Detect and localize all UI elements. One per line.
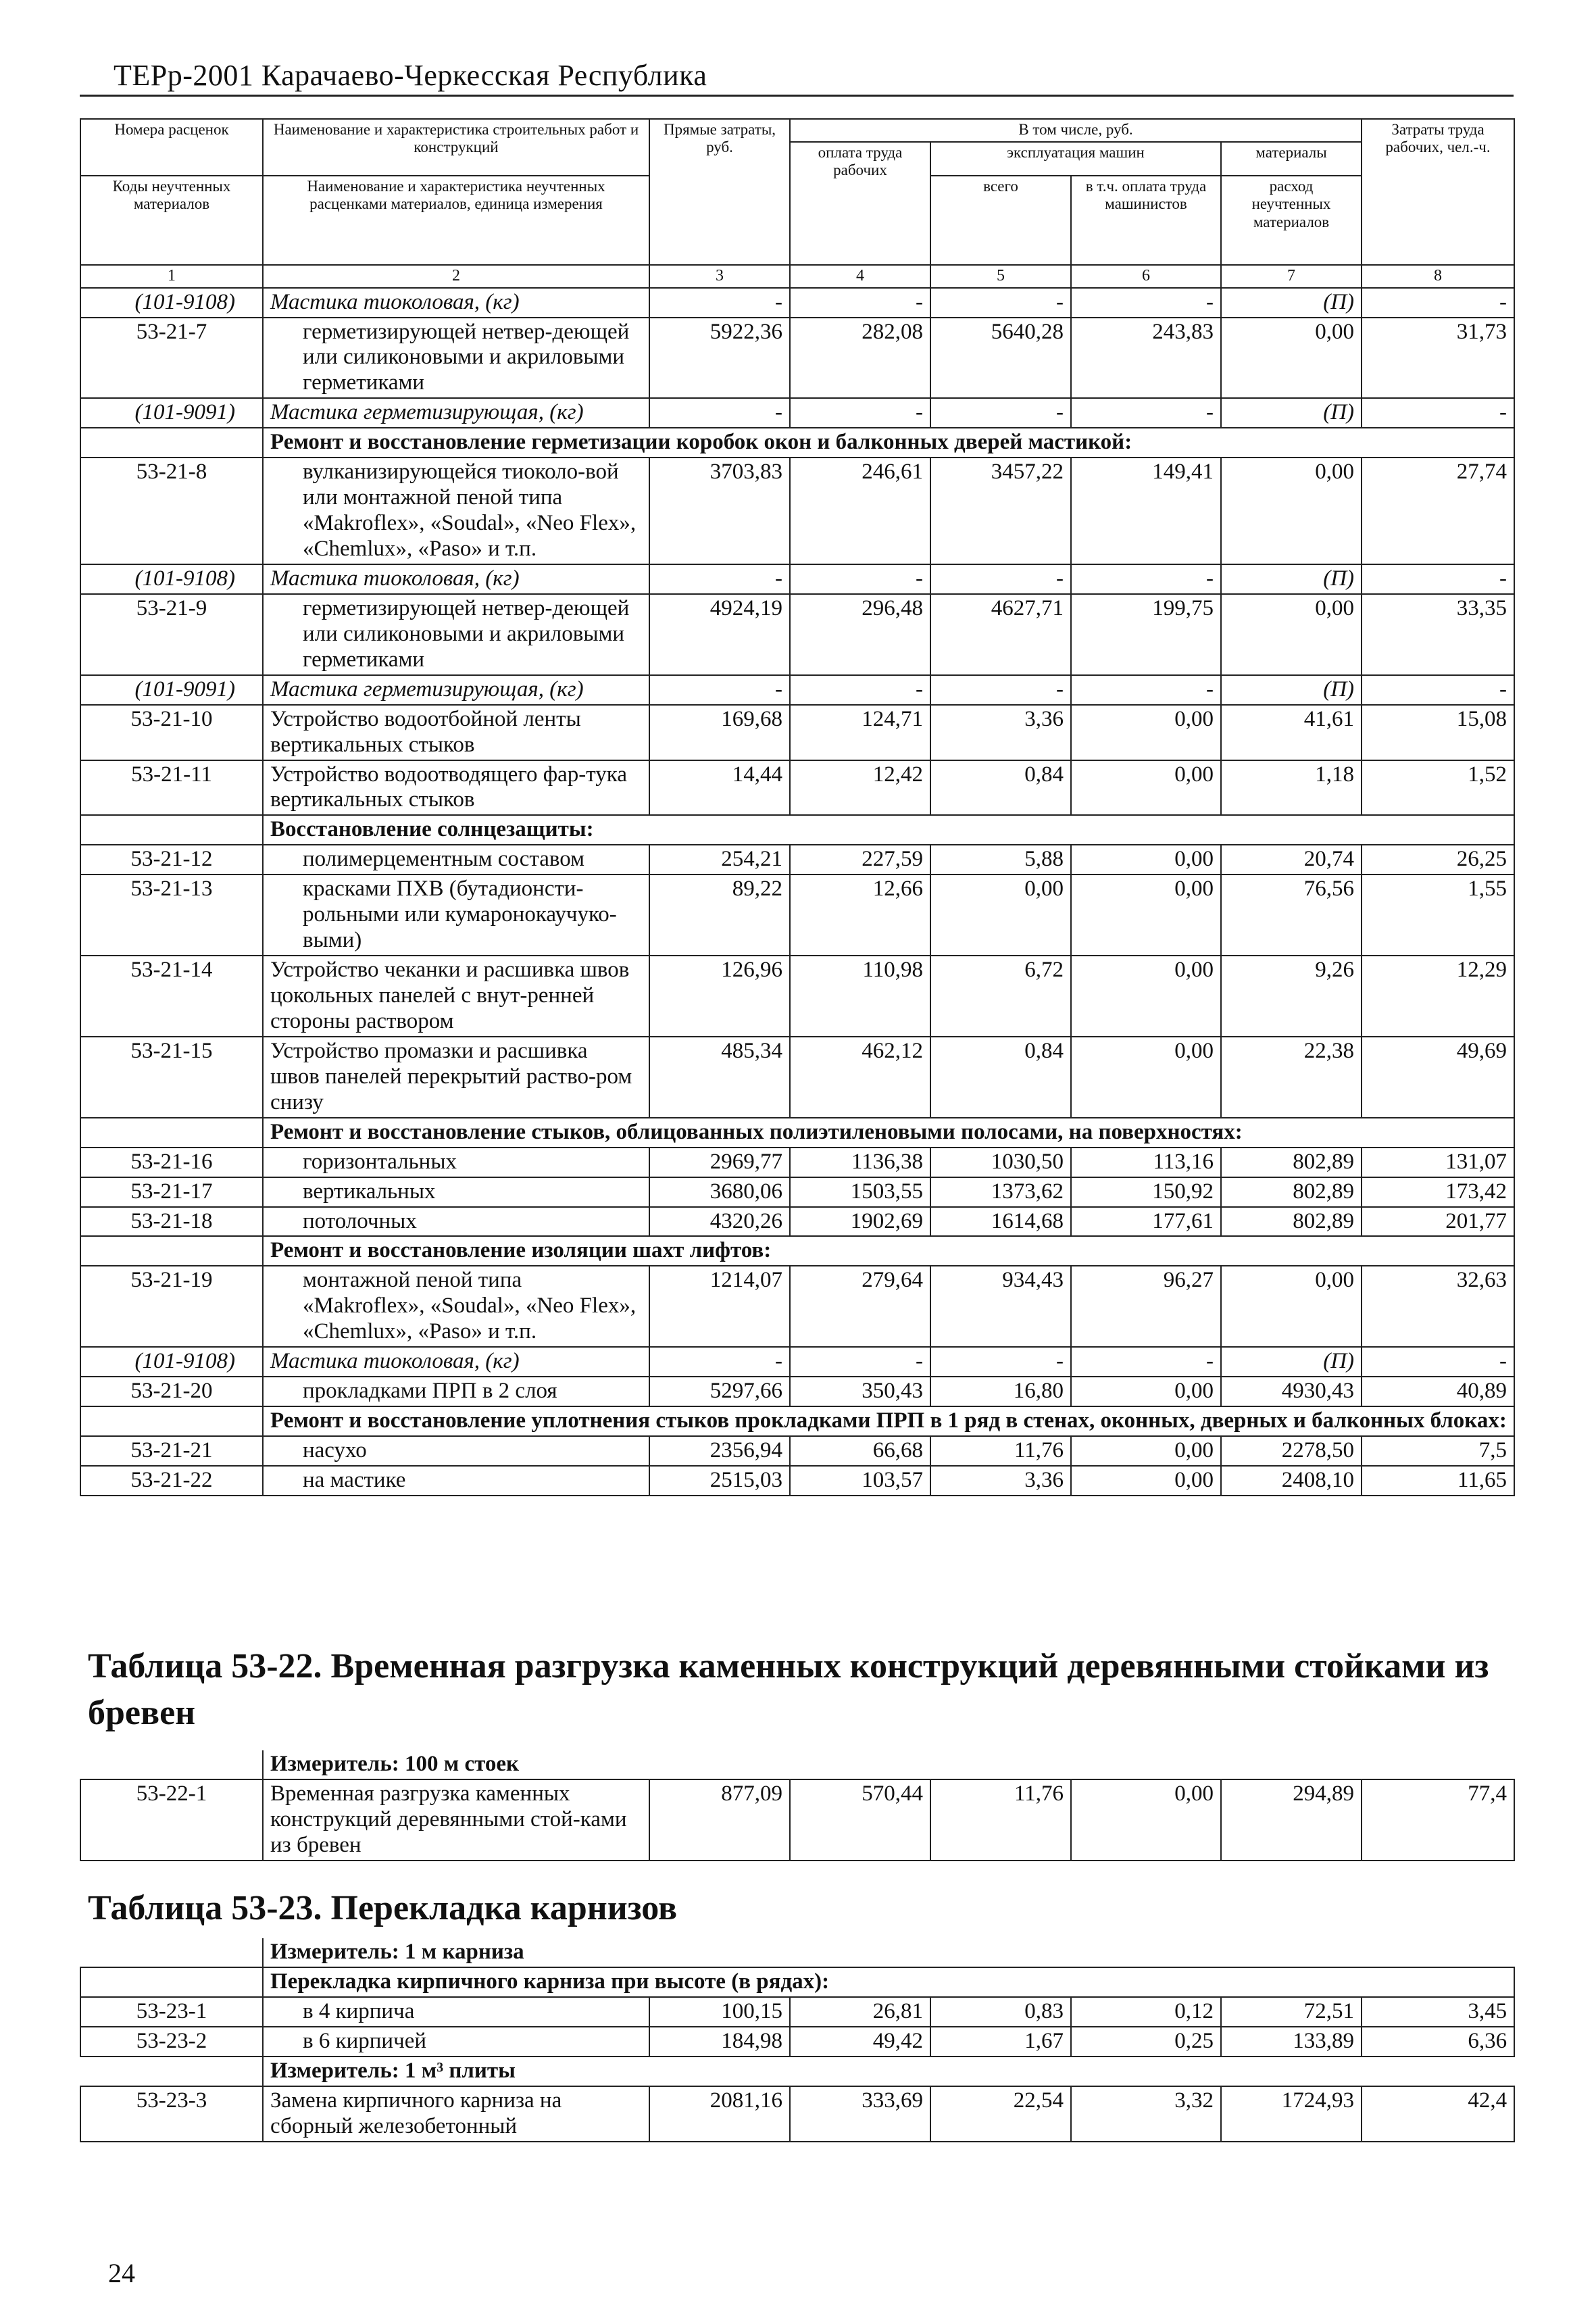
machinists-pay-cell: 96,27 xyxy=(1071,1266,1221,1347)
machines-total-cell: 1373,62 xyxy=(930,1177,1071,1207)
machinists-pay-cell: 150,92 xyxy=(1071,1177,1221,1207)
machines-total-cell: 3,36 xyxy=(930,705,1071,760)
table-53-22-body xyxy=(80,1750,1514,1861)
rate-code: 53-21-20 xyxy=(80,1377,263,1406)
material-name: Мастика тиоколовая, (кг) xyxy=(263,1347,649,1377)
work-name: Временная разгрузка каменных конструкций деревянными стой-ками из бревен xyxy=(263,1779,649,1861)
direct-costs-cell: 2515,03 xyxy=(649,1466,790,1496)
direct-costs-cell: 4320,26 xyxy=(649,1207,790,1237)
workers-pay-cell: - xyxy=(790,398,930,428)
labor-costs-cell: 6,36 xyxy=(1362,2027,1514,2057)
table-53-22-title: Таблица 53-22. Временная разгрузка каменных конструкций деревянными стойками из бревен xyxy=(88,1647,1489,1732)
materials-cell: 76,56 xyxy=(1221,875,1362,956)
materials-cell: 20,74 xyxy=(1221,845,1362,875)
rate-code: 53-21-14 xyxy=(80,956,263,1037)
section-row xyxy=(80,1967,1514,1997)
direct-costs-cell: - xyxy=(649,1347,790,1377)
section-spacer xyxy=(80,1118,263,1148)
workers-pay-cell: 333,69 xyxy=(790,2086,930,2142)
workers-pay-cell: 570,44 xyxy=(790,1779,930,1861)
direct-costs-cell: 89,22 xyxy=(649,875,790,956)
direct-costs-cell: 4924,19 xyxy=(649,594,790,675)
material-code: (101-9091) xyxy=(80,398,263,428)
direct-costs-cell: 3680,06 xyxy=(649,1177,790,1207)
material-row xyxy=(80,288,1514,318)
machinists-pay-cell: 0,00 xyxy=(1071,956,1221,1037)
rate-code: 53-21-21 xyxy=(80,1436,263,1466)
rate-code: 53-21-8 xyxy=(80,458,263,564)
header-material-names: Наименование и характеристика неучтенных расценками материалов, единица измерения xyxy=(263,176,649,265)
machinists-pay-cell: - xyxy=(1071,288,1221,318)
materials-cell: 0,00 xyxy=(1221,594,1362,675)
machinists-pay-cell: - xyxy=(1071,1347,1221,1377)
machines-total-cell: 1030,50 xyxy=(930,1148,1071,1177)
labor-costs-cell: 173,42 xyxy=(1362,1177,1514,1207)
section-heading: Ремонт и восстановление герметизации коробок окон и балконных дверей мастикой: xyxy=(263,428,1514,458)
labor-costs-cell: 201,77 xyxy=(1362,1207,1514,1237)
section-row xyxy=(80,815,1514,845)
workers-pay-cell: 296,48 xyxy=(790,594,930,675)
machines-total-cell: 0,83 xyxy=(930,1997,1071,2027)
machines-total-cell: 934,43 xyxy=(930,1266,1071,1347)
labor-costs-cell: 11,65 xyxy=(1362,1466,1514,1496)
work-name: Устройство промазки и расшивка швов панелей перекрытий раство-ром снизу xyxy=(263,1037,649,1118)
direct-costs-cell: 126,96 xyxy=(649,956,790,1037)
materials-cell: 0,00 xyxy=(1221,318,1362,399)
rate-code: 53-21-18 xyxy=(80,1207,263,1237)
machines-total-cell: 1614,68 xyxy=(930,1207,1071,1237)
header-work-name: Наименование и характеристика строительных работ и конструкций xyxy=(263,119,649,176)
direct-costs-cell: 5922,36 xyxy=(649,318,790,399)
table-row xyxy=(80,318,1514,399)
table-row xyxy=(80,1466,1514,1496)
direct-costs-cell: 184,98 xyxy=(649,2027,790,2057)
labor-costs-cell: 33,35 xyxy=(1362,594,1514,675)
machines-total-cell: 0,84 xyxy=(930,760,1071,816)
material-code: (101-9108) xyxy=(80,1347,263,1377)
section-heading: Перекладка кирпичного карниза при высоте (в рядах): xyxy=(263,1967,1514,1997)
machinists-pay-cell: 0,00 xyxy=(1071,1037,1221,1118)
machinists-pay-cell: 0,25 xyxy=(1071,2027,1221,2057)
table-row xyxy=(80,1436,1514,1466)
workers-pay-cell: 110,98 xyxy=(790,956,930,1037)
machinists-pay-cell: 0,00 xyxy=(1071,760,1221,816)
machines-total-cell: - xyxy=(930,1347,1071,1377)
rate-code: 53-23-1 xyxy=(80,1997,263,2027)
material-code: (101-9108) xyxy=(80,288,263,318)
table-row xyxy=(80,760,1514,816)
machines-total-cell: 0,00 xyxy=(930,875,1071,956)
table-row xyxy=(80,1779,1514,1861)
materials-cell: 802,89 xyxy=(1221,1148,1362,1177)
table-53-23-body xyxy=(80,1938,1514,2142)
measure-label: Измеритель: 1 м карниза xyxy=(263,1938,1514,1967)
workers-pay-cell: 227,59 xyxy=(790,845,930,875)
machines-total-cell: - xyxy=(930,398,1071,428)
labor-costs-cell: - xyxy=(1362,1347,1514,1377)
workers-pay-cell: 282,08 xyxy=(790,318,930,399)
workers-pay-cell: - xyxy=(790,288,930,318)
table-row xyxy=(80,1997,1514,2027)
workers-pay-cell: 1503,55 xyxy=(790,1177,930,1207)
direct-costs-cell: 2969,77 xyxy=(649,1148,790,1177)
machines-total-cell: 1,67 xyxy=(930,2027,1071,2057)
header-including: В том числе, руб. xyxy=(790,119,1362,142)
rate-code: 53-21-15 xyxy=(80,1037,263,1118)
work-name: Устройство чеканки и расшивка швов цокольных панелей с внут-ренней стороны раствором xyxy=(263,956,649,1037)
rate-code: 53-21-10 xyxy=(80,705,263,760)
work-name: в 6 кирпичей xyxy=(263,2027,649,2057)
measure-row xyxy=(80,1750,1514,1779)
machines-total-cell: 4627,71 xyxy=(930,594,1071,675)
direct-costs-cell: 254,21 xyxy=(649,845,790,875)
rate-code: 53-21-22 xyxy=(80,1466,263,1496)
table-row xyxy=(80,705,1514,760)
column-number: 2 xyxy=(263,265,649,288)
section-heading: Восстановление солнцезащиты: xyxy=(263,815,1514,845)
machinists-pay-cell: 113,16 xyxy=(1071,1148,1221,1177)
table-53-23-title: Таблица 53-23. Перекладка карнизов xyxy=(88,1889,678,1927)
work-name: вертикальных xyxy=(263,1177,649,1207)
machines-total-cell: 5640,28 xyxy=(930,318,1071,399)
direct-costs-cell: 877,09 xyxy=(649,1779,790,1861)
machinists-pay-cell: 0,00 xyxy=(1071,1377,1221,1406)
labor-costs-cell: 15,08 xyxy=(1362,705,1514,760)
direct-costs-cell: 1214,07 xyxy=(649,1266,790,1347)
workers-pay-cell: 12,66 xyxy=(790,875,930,956)
direct-costs-cell: - xyxy=(649,564,790,594)
direct-costs-cell: 14,44 xyxy=(649,760,790,816)
workers-pay-cell: 103,57 xyxy=(790,1466,930,1496)
table-row xyxy=(80,1177,1514,1207)
materials-cell: (П) xyxy=(1221,288,1362,318)
material-name: Мастика тиоколовая, (кг) xyxy=(263,288,649,318)
work-name: на мастике xyxy=(263,1466,649,1496)
machines-total-cell: 0,84 xyxy=(930,1037,1071,1118)
machines-total-cell: - xyxy=(930,675,1071,705)
page-header: ТЕРр-2001 Карачаево-Черкесская Республика xyxy=(114,59,707,92)
materials-cell: 133,89 xyxy=(1221,2027,1362,2057)
machinists-pay-cell: 243,83 xyxy=(1071,318,1221,399)
section-spacer xyxy=(80,1236,263,1266)
column-number: 3 xyxy=(649,265,790,288)
section-heading: Ремонт и восстановление уплотнения стыков прокладками ПРП в 1 ряд в стенах, оконных, дверных и балконных блоках: xyxy=(263,1406,1514,1436)
labor-costs-cell: 32,63 xyxy=(1362,1266,1514,1347)
labor-costs-cell: 77,4 xyxy=(1362,1779,1514,1861)
direct-costs-cell: - xyxy=(649,398,790,428)
rate-code: 53-21-17 xyxy=(80,1177,263,1207)
section-heading: Ремонт и восстановление стыков, облицованных полиэтиленовыми полосами, на поверхностях: xyxy=(263,1118,1514,1148)
machines-total-cell: 6,72 xyxy=(930,956,1071,1037)
section-row xyxy=(80,428,1514,458)
machinists-pay-cell: 0,00 xyxy=(1071,705,1221,760)
machines-total-cell: 5,88 xyxy=(930,845,1071,875)
measure-spacer xyxy=(80,1938,263,1967)
header-workers-pay: оплата труда рабочих xyxy=(790,142,930,265)
workers-pay-cell: 66,68 xyxy=(790,1436,930,1466)
rate-code: 53-21-9 xyxy=(80,594,263,675)
machines-total-cell: 22,54 xyxy=(930,2086,1071,2142)
labor-costs-cell: 49,69 xyxy=(1362,1037,1514,1118)
direct-costs-cell: 100,15 xyxy=(649,1997,790,2027)
work-name: в 4 кирпича xyxy=(263,1997,649,2027)
work-name: Замена кирпичного карниза на сборный железобетонный xyxy=(263,2086,649,2142)
machinists-pay-cell: 0,00 xyxy=(1071,1436,1221,1466)
work-name: красками ПХВ (бутадионсти-рольными или кумаронокаучуко-выми) xyxy=(263,875,649,956)
section-spacer xyxy=(80,1967,263,1997)
machinists-pay-cell: 0,00 xyxy=(1071,1466,1221,1496)
direct-costs-cell: 169,68 xyxy=(649,705,790,760)
work-name: монтажной пеной типа «Makroflex», «Soudal», «Neo Flex», «Chemlux», «Paso» и т.п. xyxy=(263,1266,649,1347)
section-spacer xyxy=(80,428,263,458)
labor-costs-cell: 12,29 xyxy=(1362,956,1514,1037)
materials-cell: 1724,93 xyxy=(1221,2086,1362,2142)
workers-pay-cell: 49,42 xyxy=(790,2027,930,2057)
machinists-pay-cell: - xyxy=(1071,564,1221,594)
workers-pay-cell: - xyxy=(790,564,930,594)
material-name: Мастика герметизирующая, (кг) xyxy=(263,675,649,705)
labor-costs-cell: 1,55 xyxy=(1362,875,1514,956)
workers-pay-cell: - xyxy=(790,1347,930,1377)
labor-costs-cell: 131,07 xyxy=(1362,1148,1514,1177)
header-material-codes: Коды неучтенных материалов xyxy=(80,176,263,265)
materials-cell: 72,51 xyxy=(1221,1997,1362,2027)
rate-code: 53-21-7 xyxy=(80,318,263,399)
work-name: Устройство водоотводящего фар-тука вертикальных стыков xyxy=(263,760,649,816)
work-name: Устройство водоотбойной ленты вертикальных стыков xyxy=(263,705,649,760)
table-header xyxy=(80,119,1514,288)
labor-costs-cell: - xyxy=(1362,398,1514,428)
materials-cell: (П) xyxy=(1221,398,1362,428)
work-name: прокладками ПРП в 2 слоя xyxy=(263,1377,649,1406)
machinists-pay-cell: 177,61 xyxy=(1071,1207,1221,1237)
labor-costs-cell: - xyxy=(1362,288,1514,318)
table-row xyxy=(80,1377,1514,1406)
header-materials: материалы xyxy=(1221,142,1362,176)
labor-costs-cell: 40,89 xyxy=(1362,1377,1514,1406)
work-name: полимерцементным составом xyxy=(263,845,649,875)
materials-cell: 2408,10 xyxy=(1221,1466,1362,1496)
direct-costs-cell: 3703,83 xyxy=(649,458,790,564)
table-body xyxy=(80,288,1514,1496)
measure-spacer xyxy=(80,1750,263,1779)
measure-row xyxy=(80,1938,1514,1967)
materials-cell: 1,18 xyxy=(1221,760,1362,816)
header-machines-total: всего xyxy=(930,176,1071,265)
section-row xyxy=(80,1236,1514,1266)
machines-total-cell: - xyxy=(930,288,1071,318)
materials-cell: 2278,50 xyxy=(1221,1436,1362,1466)
header-materials-consumption: расход неучтенных материалов xyxy=(1221,176,1362,265)
machinists-pay-cell: 199,75 xyxy=(1071,594,1221,675)
measure-spacer xyxy=(80,2057,263,2086)
direct-costs-cell: 2081,16 xyxy=(649,2086,790,2142)
table-row xyxy=(80,2027,1514,2057)
table-row xyxy=(80,1207,1514,1237)
table-row xyxy=(80,845,1514,875)
labor-costs-cell: 26,25 xyxy=(1362,845,1514,875)
column-number: 7 xyxy=(1221,265,1362,288)
table-53-22 xyxy=(80,1750,1515,1861)
page-number: 24 xyxy=(108,2258,135,2288)
section-row xyxy=(80,1406,1514,1436)
workers-pay-cell: 12,42 xyxy=(790,760,930,816)
materials-cell: (П) xyxy=(1221,675,1362,705)
section-spacer xyxy=(80,815,263,845)
work-name: герметизирующей нетвер-деющей или силиконовыми и акриловыми герметиками xyxy=(263,318,649,399)
table-row xyxy=(80,594,1514,675)
section-heading: Ремонт и восстановление изоляции шахт лифтов: xyxy=(263,1236,1514,1266)
workers-pay-cell: 462,12 xyxy=(790,1037,930,1118)
material-row xyxy=(80,1347,1514,1377)
rate-code: 53-21-13 xyxy=(80,875,263,956)
measure-label: Измеритель: 100 м стоек xyxy=(263,1750,1514,1779)
rate-code: 53-23-2 xyxy=(80,2027,263,2057)
table-row xyxy=(80,1148,1514,1177)
materials-cell: (П) xyxy=(1221,1347,1362,1377)
rate-code: 53-22-1 xyxy=(80,1779,263,1861)
header-machinists-pay: в т.ч. оплата труда машинистов xyxy=(1071,176,1221,265)
workers-pay-cell: 246,61 xyxy=(790,458,930,564)
column-number: 4 xyxy=(790,265,930,288)
work-name: потолочных xyxy=(263,1207,649,1237)
materials-cell: 802,89 xyxy=(1221,1207,1362,1237)
table-53-23 xyxy=(80,1938,1515,2142)
material-row xyxy=(80,398,1514,428)
measure-label: Измеритель: 1 м³ плиты xyxy=(263,2057,1514,2086)
workers-pay-cell: 124,71 xyxy=(790,705,930,760)
table-row xyxy=(80,1266,1514,1347)
work-name: герметизирующей нетвер-деющей или силиконовыми и акриловыми герметиками xyxy=(263,594,649,675)
machinists-pay-cell: 3,32 xyxy=(1071,2086,1221,2142)
materials-cell: 22,38 xyxy=(1221,1037,1362,1118)
work-name: насухо xyxy=(263,1436,649,1466)
section-spacer xyxy=(80,1406,263,1436)
materials-cell: 4930,43 xyxy=(1221,1377,1362,1406)
machinists-pay-cell: - xyxy=(1071,398,1221,428)
materials-cell: 0,00 xyxy=(1221,1266,1362,1347)
machines-total-cell: 11,76 xyxy=(930,1779,1071,1861)
rate-code: 53-21-19 xyxy=(80,1266,263,1347)
materials-cell: 9,26 xyxy=(1221,956,1362,1037)
material-name: Мастика тиоколовая, (кг) xyxy=(263,564,649,594)
direct-costs-cell: 485,34 xyxy=(649,1037,790,1118)
machinists-pay-cell: - xyxy=(1071,675,1221,705)
labor-costs-cell: 27,74 xyxy=(1362,458,1514,564)
material-code: (101-9091) xyxy=(80,675,263,705)
main-table xyxy=(80,118,1515,1496)
materials-cell: 0,00 xyxy=(1221,458,1362,564)
labor-costs-cell: 7,5 xyxy=(1362,1436,1514,1466)
machinists-pay-cell: 149,41 xyxy=(1071,458,1221,564)
labor-costs-cell: 42,4 xyxy=(1362,2086,1514,2142)
direct-costs-cell: - xyxy=(649,675,790,705)
table-row xyxy=(80,875,1514,956)
measure-row xyxy=(80,2057,1514,2086)
materials-cell: 294,89 xyxy=(1221,1779,1362,1861)
material-name: Мастика герметизирующая, (кг) xyxy=(263,398,649,428)
workers-pay-cell: 350,43 xyxy=(790,1377,930,1406)
table-row xyxy=(80,956,1514,1037)
materials-cell: (П) xyxy=(1221,564,1362,594)
machines-total-cell: 3457,22 xyxy=(930,458,1071,564)
workers-pay-cell: - xyxy=(790,675,930,705)
machinists-pay-cell: 0,12 xyxy=(1071,1997,1221,2027)
work-name: вулканизирующейся тиоколо-вой или монтажной пеной типа «Makroflex», «Soudal», «Neo Flex», «Chemlux», «Paso» и т.п. xyxy=(263,458,649,564)
table-row xyxy=(80,458,1514,564)
material-code: (101-9108) xyxy=(80,564,263,594)
header-labor-costs: Затраты труда рабочих, чел.-ч. xyxy=(1362,119,1514,265)
header-machine-operation: эксплуатация машин xyxy=(930,142,1221,176)
material-row xyxy=(80,564,1514,594)
rate-code: 53-21-12 xyxy=(80,845,263,875)
machines-total-cell: 11,76 xyxy=(930,1436,1071,1466)
workers-pay-cell: 1136,38 xyxy=(790,1148,930,1177)
column-number: 6 xyxy=(1071,265,1221,288)
labor-costs-cell: - xyxy=(1362,564,1514,594)
material-row xyxy=(80,675,1514,705)
direct-costs-cell: 5297,66 xyxy=(649,1377,790,1406)
column-number: 8 xyxy=(1362,265,1514,288)
machines-total-cell: 16,80 xyxy=(930,1377,1071,1406)
labor-costs-cell: - xyxy=(1362,675,1514,705)
work-name: горизонтальных xyxy=(263,1148,649,1177)
table-row xyxy=(80,2086,1514,2142)
labor-costs-cell: 31,73 xyxy=(1362,318,1514,399)
column-number: 1 xyxy=(80,265,263,288)
materials-cell: 41,61 xyxy=(1221,705,1362,760)
workers-pay-cell: 26,81 xyxy=(790,1997,930,2027)
direct-costs-cell: - xyxy=(649,288,790,318)
workers-pay-cell: 1902,69 xyxy=(790,1207,930,1237)
table-row xyxy=(80,1037,1514,1118)
materials-cell: 802,89 xyxy=(1221,1177,1362,1207)
labor-costs-cell: 3,45 xyxy=(1362,1997,1514,2027)
rate-code: 53-21-11 xyxy=(80,760,263,816)
machinists-pay-cell: 0,00 xyxy=(1071,875,1221,956)
machinists-pay-cell: 0,00 xyxy=(1071,1779,1221,1861)
column-number: 5 xyxy=(930,265,1071,288)
labor-costs-cell: 1,52 xyxy=(1362,760,1514,816)
machines-total-cell: - xyxy=(930,564,1071,594)
section-row xyxy=(80,1118,1514,1148)
rate-code: 53-23-3 xyxy=(80,2086,263,2142)
rate-code: 53-21-16 xyxy=(80,1148,263,1177)
header-rule xyxy=(80,95,1514,97)
direct-costs-cell: 2356,94 xyxy=(649,1436,790,1466)
workers-pay-cell: 279,64 xyxy=(790,1266,930,1347)
machinists-pay-cell: 0,00 xyxy=(1071,845,1221,875)
header-rate-numbers: Номера расценок xyxy=(80,119,263,176)
header-direct-costs: Прямые затраты, руб. xyxy=(649,119,790,265)
machines-total-cell: 3,36 xyxy=(930,1466,1071,1496)
